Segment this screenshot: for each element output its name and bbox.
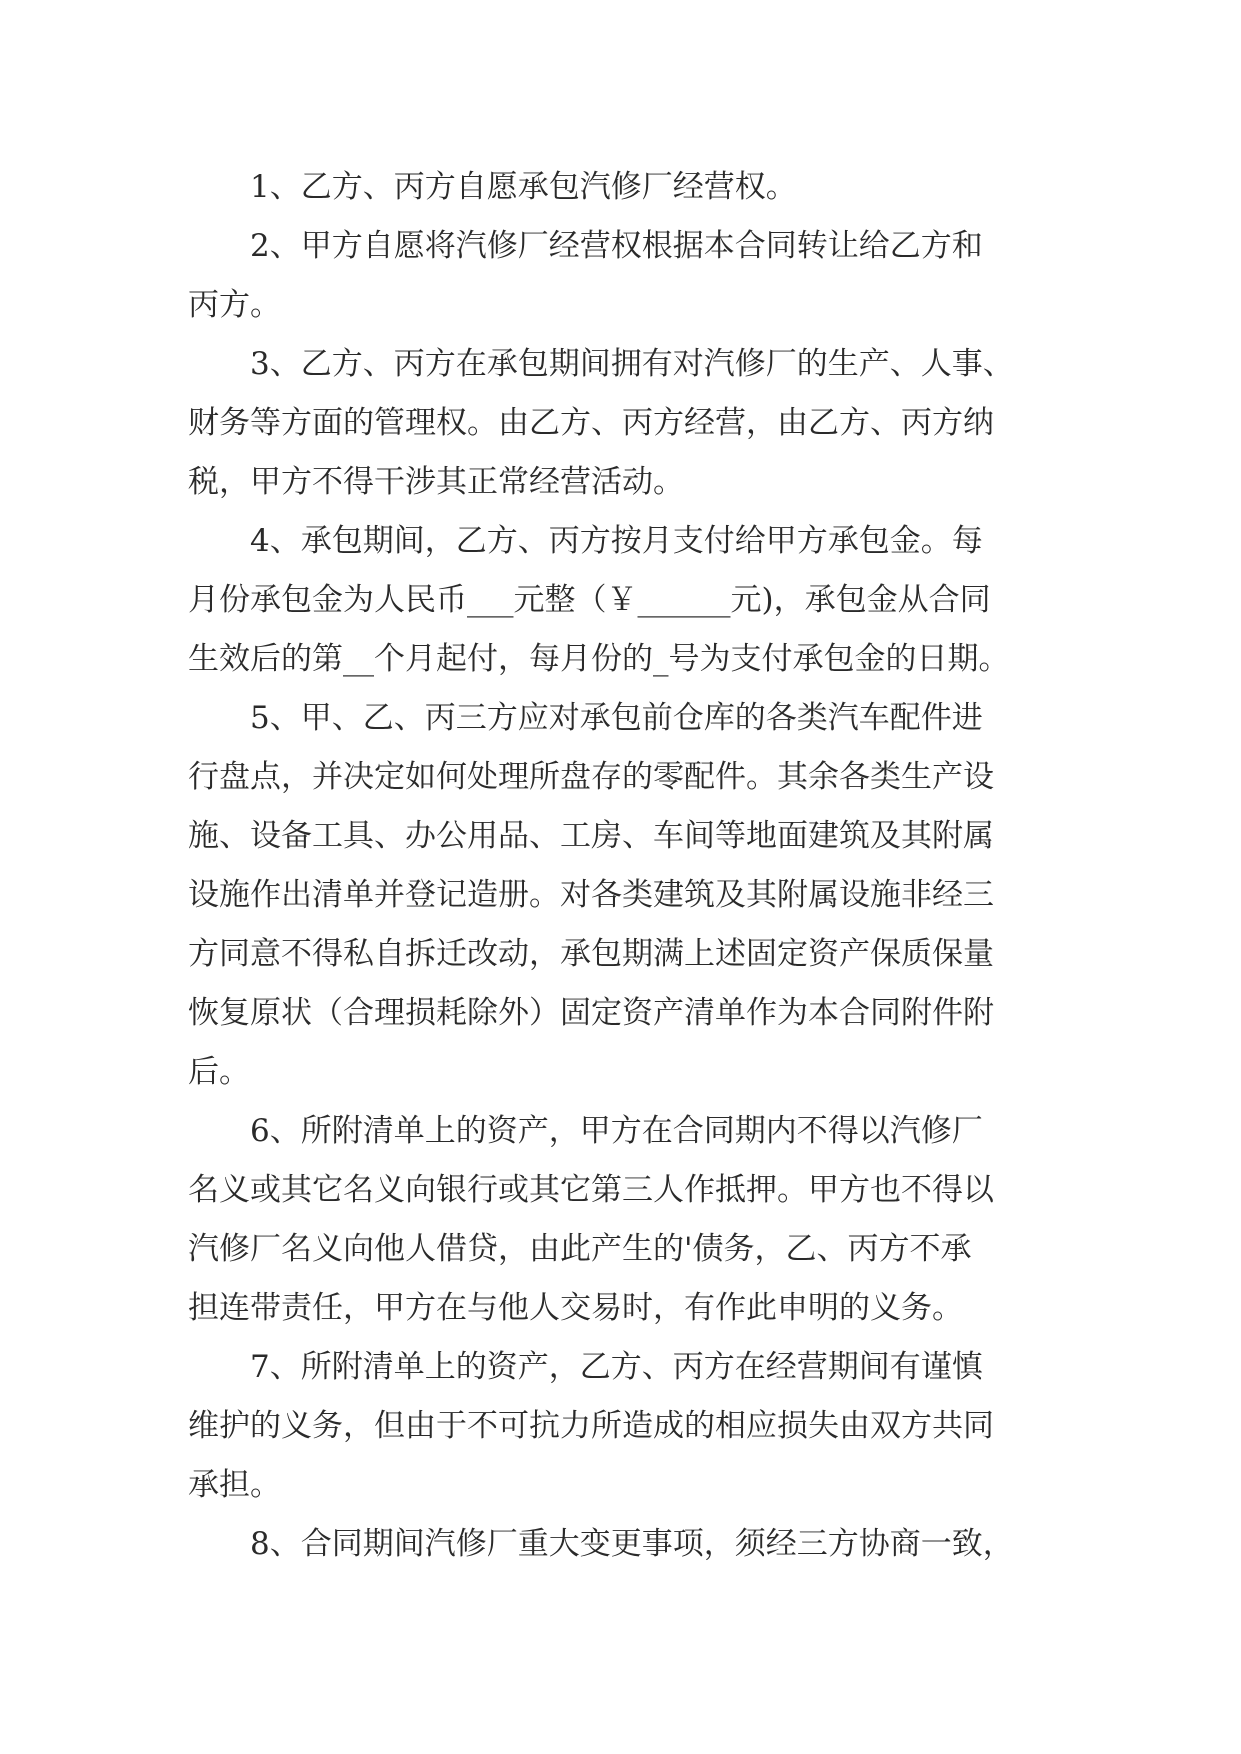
text-line: 承担。	[188, 1467, 281, 1503]
clause-1	[188, 158, 1068, 217]
text-line: 丙方。	[188, 287, 281, 323]
text-line: 月份承包金为人民币___元整（￥______元)，承包金从合同	[188, 582, 991, 618]
text-line: 生效后的第__个月起付，每月份的_号为支付承包金的日期。	[188, 641, 1010, 677]
text-line: 设施作出清单并登记造册。对各类建筑及其附属设施非经三	[188, 877, 994, 913]
text-line: 税，甲方不得干涉其正常经营活动。	[188, 464, 684, 500]
clause-5	[188, 689, 1068, 1102]
text-line: 8、合同期间汽修厂重大变更事项，须经三方协商一致，	[250, 1526, 1014, 1562]
text-line: 7、所附清单上的资产，乙方、丙方在经营期间有谨慎	[250, 1349, 983, 1385]
text-line: 施、设备工具、办公用品、工房、车间等地面建筑及其附属	[188, 818, 994, 854]
text-line: 汽修厂名义向他人借贷，由此产生的'债务，乙、丙方不承	[188, 1231, 972, 1267]
clause-3	[188, 335, 1068, 512]
text-line: 名义或其它名义向银行或其它第三人作抵押。甲方也不得以	[188, 1172, 994, 1208]
text-line: 财务等方面的管理权。由乙方、丙方经营，由乙方、丙方纳	[188, 405, 994, 441]
text-line: 后。	[188, 1054, 250, 1090]
clause-8	[188, 1515, 1068, 1574]
clause-4	[188, 512, 1068, 689]
text-line: 恢复原状（合理损耗除外）固定资产清单作为本合同附件附	[188, 995, 994, 1031]
text-line: 维护的义务，但由于不可抗力所造成的相应损失由双方共同	[188, 1408, 994, 1444]
text-line: 行盘点，并决定如何处理所盘存的零配件。其余各类生产设	[188, 759, 994, 795]
text-line: 6、所附清单上的资产，甲方在合同期内不得以汽修厂	[250, 1113, 983, 1149]
text-line: 5、甲、乙、丙三方应对承包前仓库的各类汽车配件进	[250, 700, 983, 736]
clause-6	[188, 1102, 1068, 1338]
contract-body	[188, 158, 1068, 1574]
text-line: 3、乙方、丙方在承包期间拥有对汽修厂的生产、人事、	[250, 346, 1014, 382]
clause-7	[188, 1338, 1068, 1515]
text-line: 担连带责任，甲方在与他人交易时，有作此申明的义务。	[188, 1290, 963, 1326]
text-line: 方同意不得私自拆迁改动，承包期满上述固定资产保质保量	[188, 936, 994, 972]
clause-2	[188, 217, 1068, 335]
text-line: 2、甲方自愿将汽修厂经营权根据本合同转让给乙方和	[250, 228, 983, 264]
text-line: 4、承包期间，乙方、丙方按月支付给甲方承包金。每	[250, 523, 983, 559]
text-line: 1、乙方、丙方自愿承包汽修厂经营权。	[250, 169, 797, 205]
